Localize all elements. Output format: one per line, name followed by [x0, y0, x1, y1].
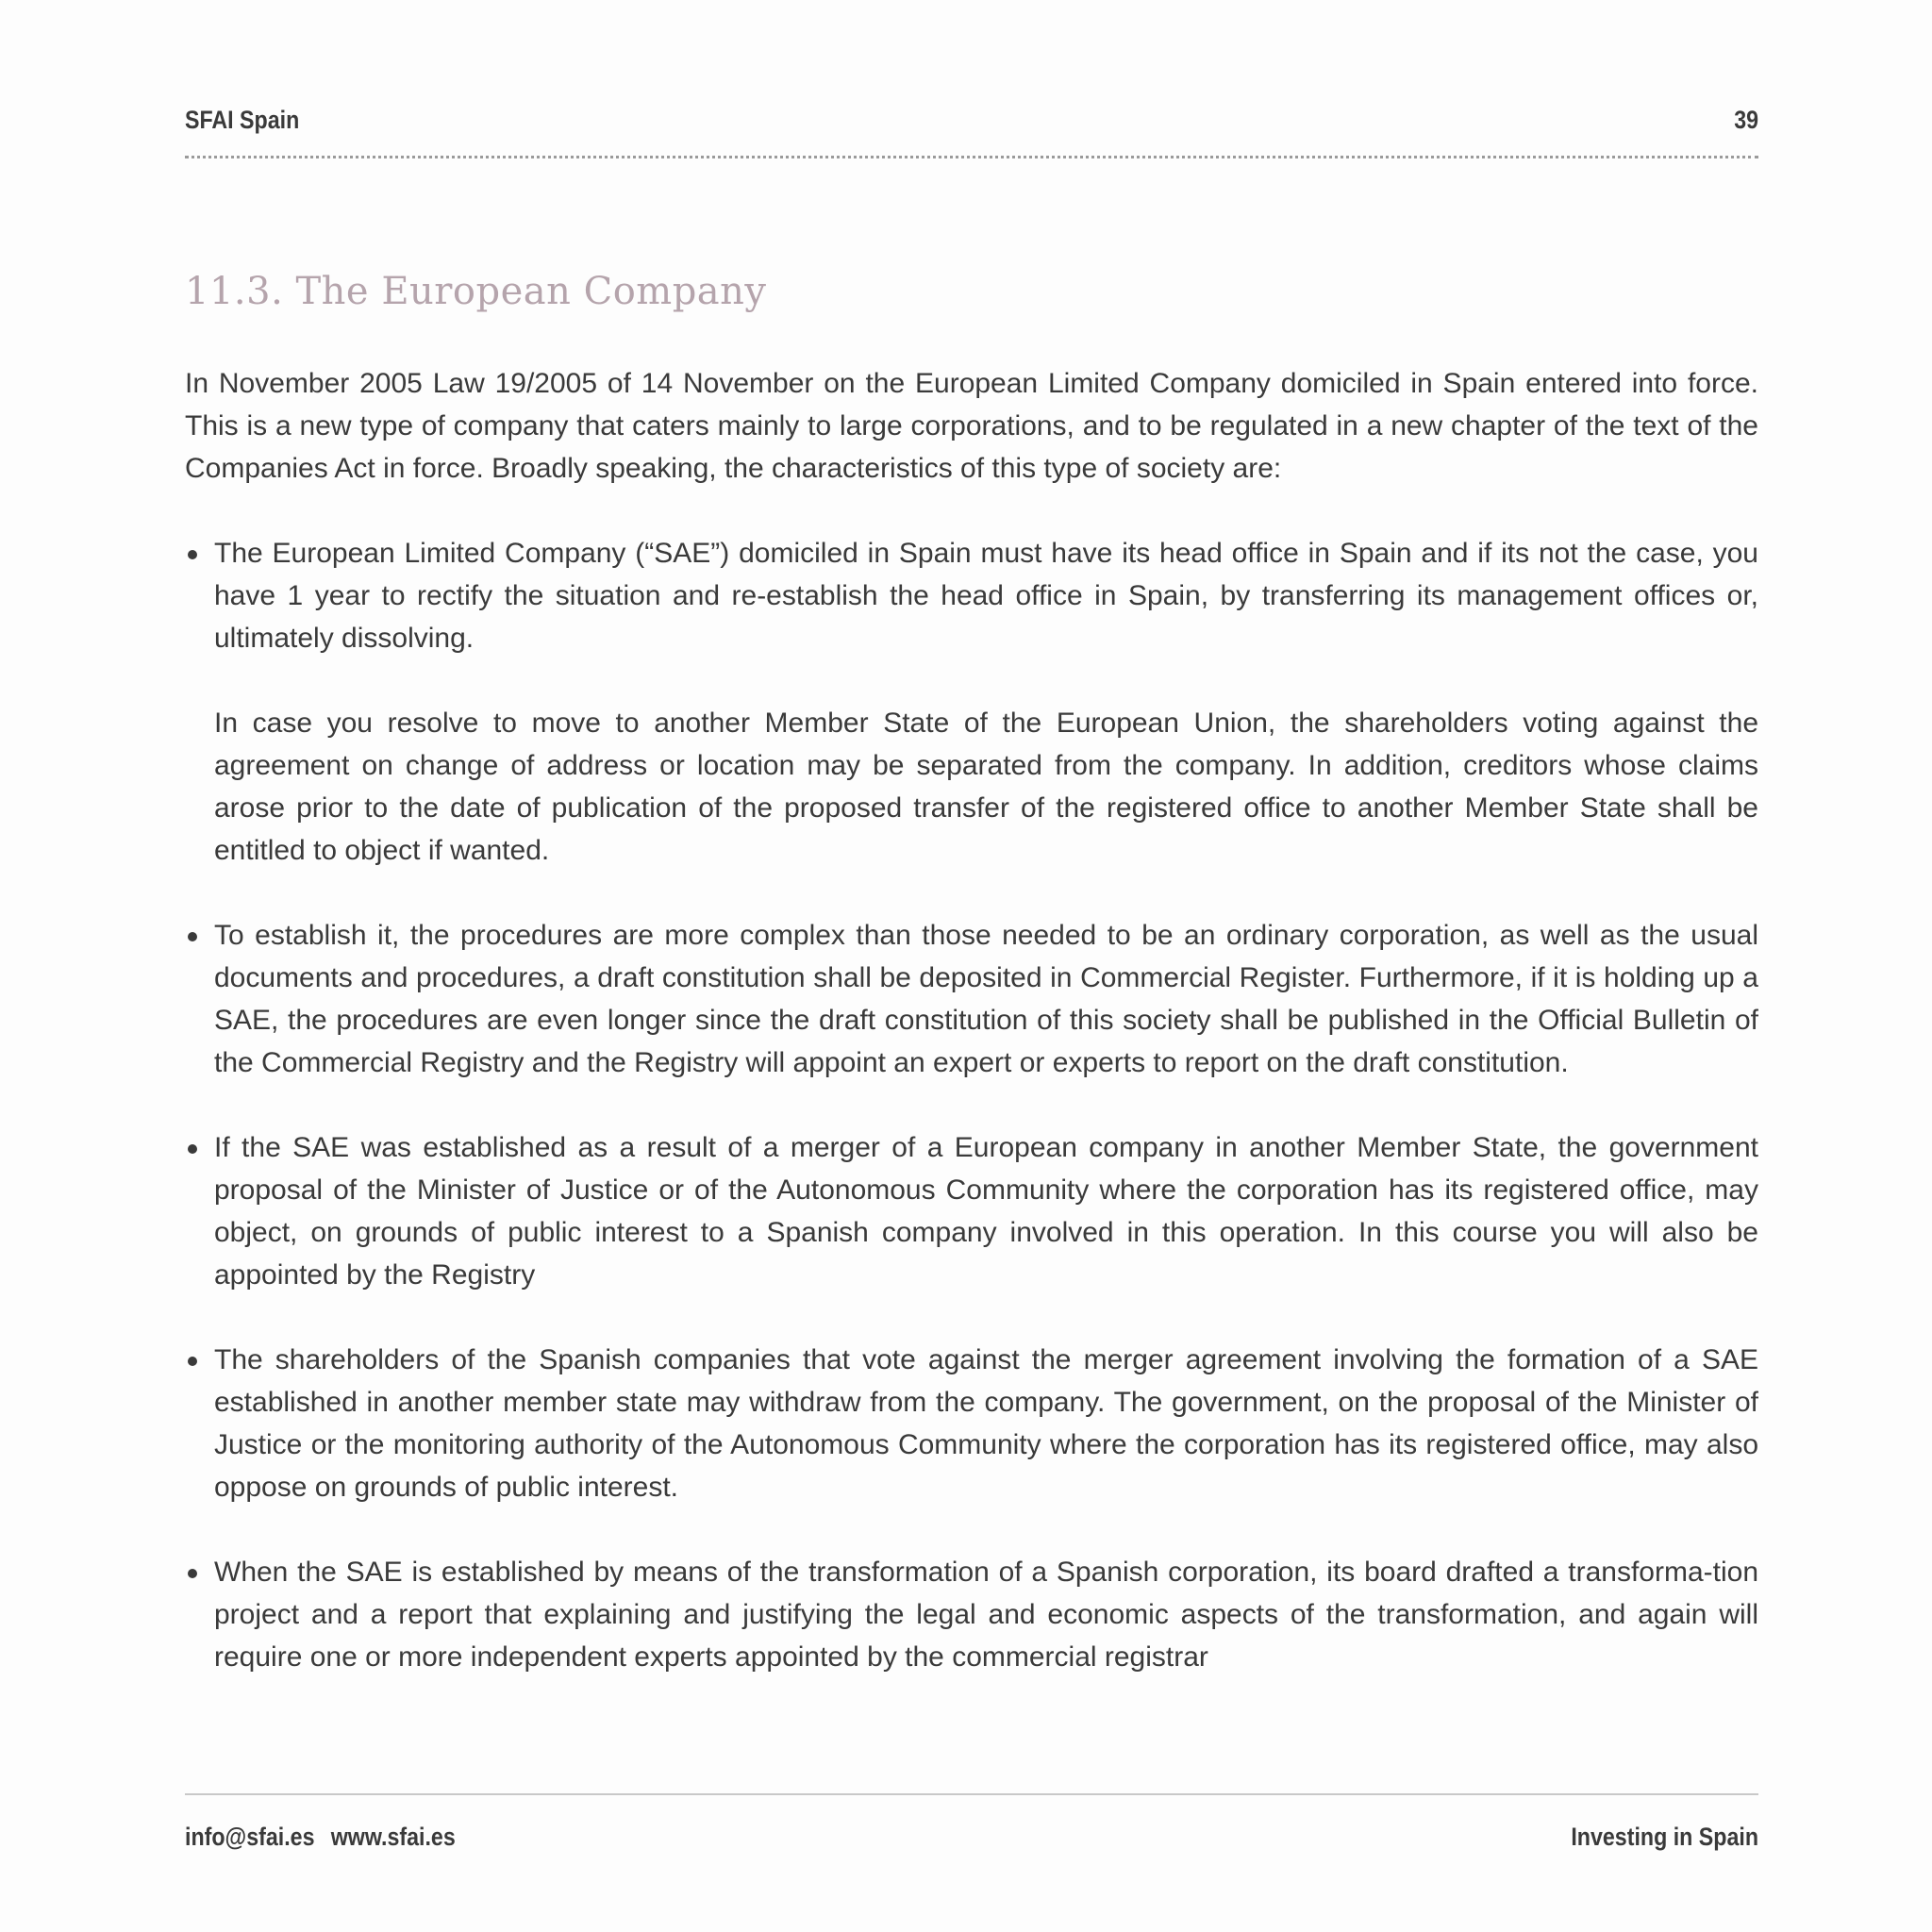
list-item	[185, 1551, 1758, 1678]
page-header	[185, 106, 1758, 145]
footer-email-link[interactable]: info@sfai.es	[185, 1823, 315, 1851]
header-dotted-divider	[185, 156, 1758, 158]
list-item	[185, 532, 1758, 872]
footer-contact	[185, 1823, 456, 1852]
section-title: 11.3. The European Company	[185, 270, 767, 313]
list-item	[185, 914, 1758, 1084]
list-item-text: When the SAE is established by means of the transformation of a Spanish corporation, its board drafted a transforma-tion project and a report that explaining and justifying the legal and economic aspects of the transformation, and again will require one or more independent experts appointed by the commercial registrar	[214, 1557, 1758, 1673]
bullet-icon	[188, 932, 197, 941]
list-item-text: In case you resolve to move to another Member State of the European Union, the shareholders voting against the agreement on change of address or location may be separated from the company. In addition, creditors whose claims arose prior to the date of publication of the proposed transfer of the registered office to another Member State shall be entitled to object if wanted.	[214, 708, 1758, 866]
page-number: 39	[1734, 106, 1758, 134]
list-item-text: The shareholders of the Spanish companies that vote against the merger agreement involving the formation of a SAE established in another member state may withdraw from the company. The government, on the proposal of the Minister of Justice or the monitoring authority of the Autonomous Community where the corporation has its registered office, may also oppose on grounds of public interest.	[214, 1344, 1758, 1503]
footer-divider	[185, 1793, 1758, 1795]
header-company-name: SFAI Spain	[185, 106, 300, 134]
bullet-icon	[188, 1569, 197, 1578]
bullet-icon	[188, 550, 197, 559]
footer-website-link[interactable]: www.sfai.es	[330, 1823, 456, 1851]
list-item-text: To establish it, the procedures are more complex than those needed to be an ordinary corporation, as well as the usual documents and procedures, a draft constitution shall be deposited in Commercial Register. Furthermore, if it is holding up a SAE, the procedures are even longer since the draft constitution of this society shall be published in the Official Bulletin of the Commercial Registry and the Registry will appoint an expert or experts to report on the draft constitution.	[214, 920, 1758, 1078]
list-item-text: The European Limited Company (“SAE”) domiciled in Spain must have its head office in Spain and if its not the case, you have 1 year to rectify the situation and re-establish the head office in Spain, by transferring its management offices or, ultimately dissolving.	[214, 538, 1758, 654]
main-content	[185, 362, 1758, 1721]
footer-publication-title: Investing in Spain	[1571, 1823, 1758, 1851]
intro-paragraph: In November 2005 Law 19/2005 of 14 November on the European Limited Company domiciled in Spain entered into force. This is a new type of company that caters mainly to large corporations, and to be regulated in a new chapter of the text of the Companies Act in force. Broadly speaking, the characteristics of this type of society are:	[185, 368, 1758, 484]
bullet-icon	[188, 1357, 197, 1366]
list-item	[185, 1339, 1758, 1508]
characteristics-list	[185, 532, 1758, 1678]
list-item-text: If the SAE was established as a result of a merger of a European company in another Member State, the government proposal of the Minister of Justice or of the Autonomous Community where the corporation has its registered office, may object, on grounds of public interest to a Spanish company involved in this operation. In this course you will also be appointed by the Registry	[214, 1132, 1758, 1291]
page-footer	[185, 1823, 1758, 1852]
bullet-icon	[188, 1144, 197, 1154]
list-item	[185, 1126, 1758, 1296]
